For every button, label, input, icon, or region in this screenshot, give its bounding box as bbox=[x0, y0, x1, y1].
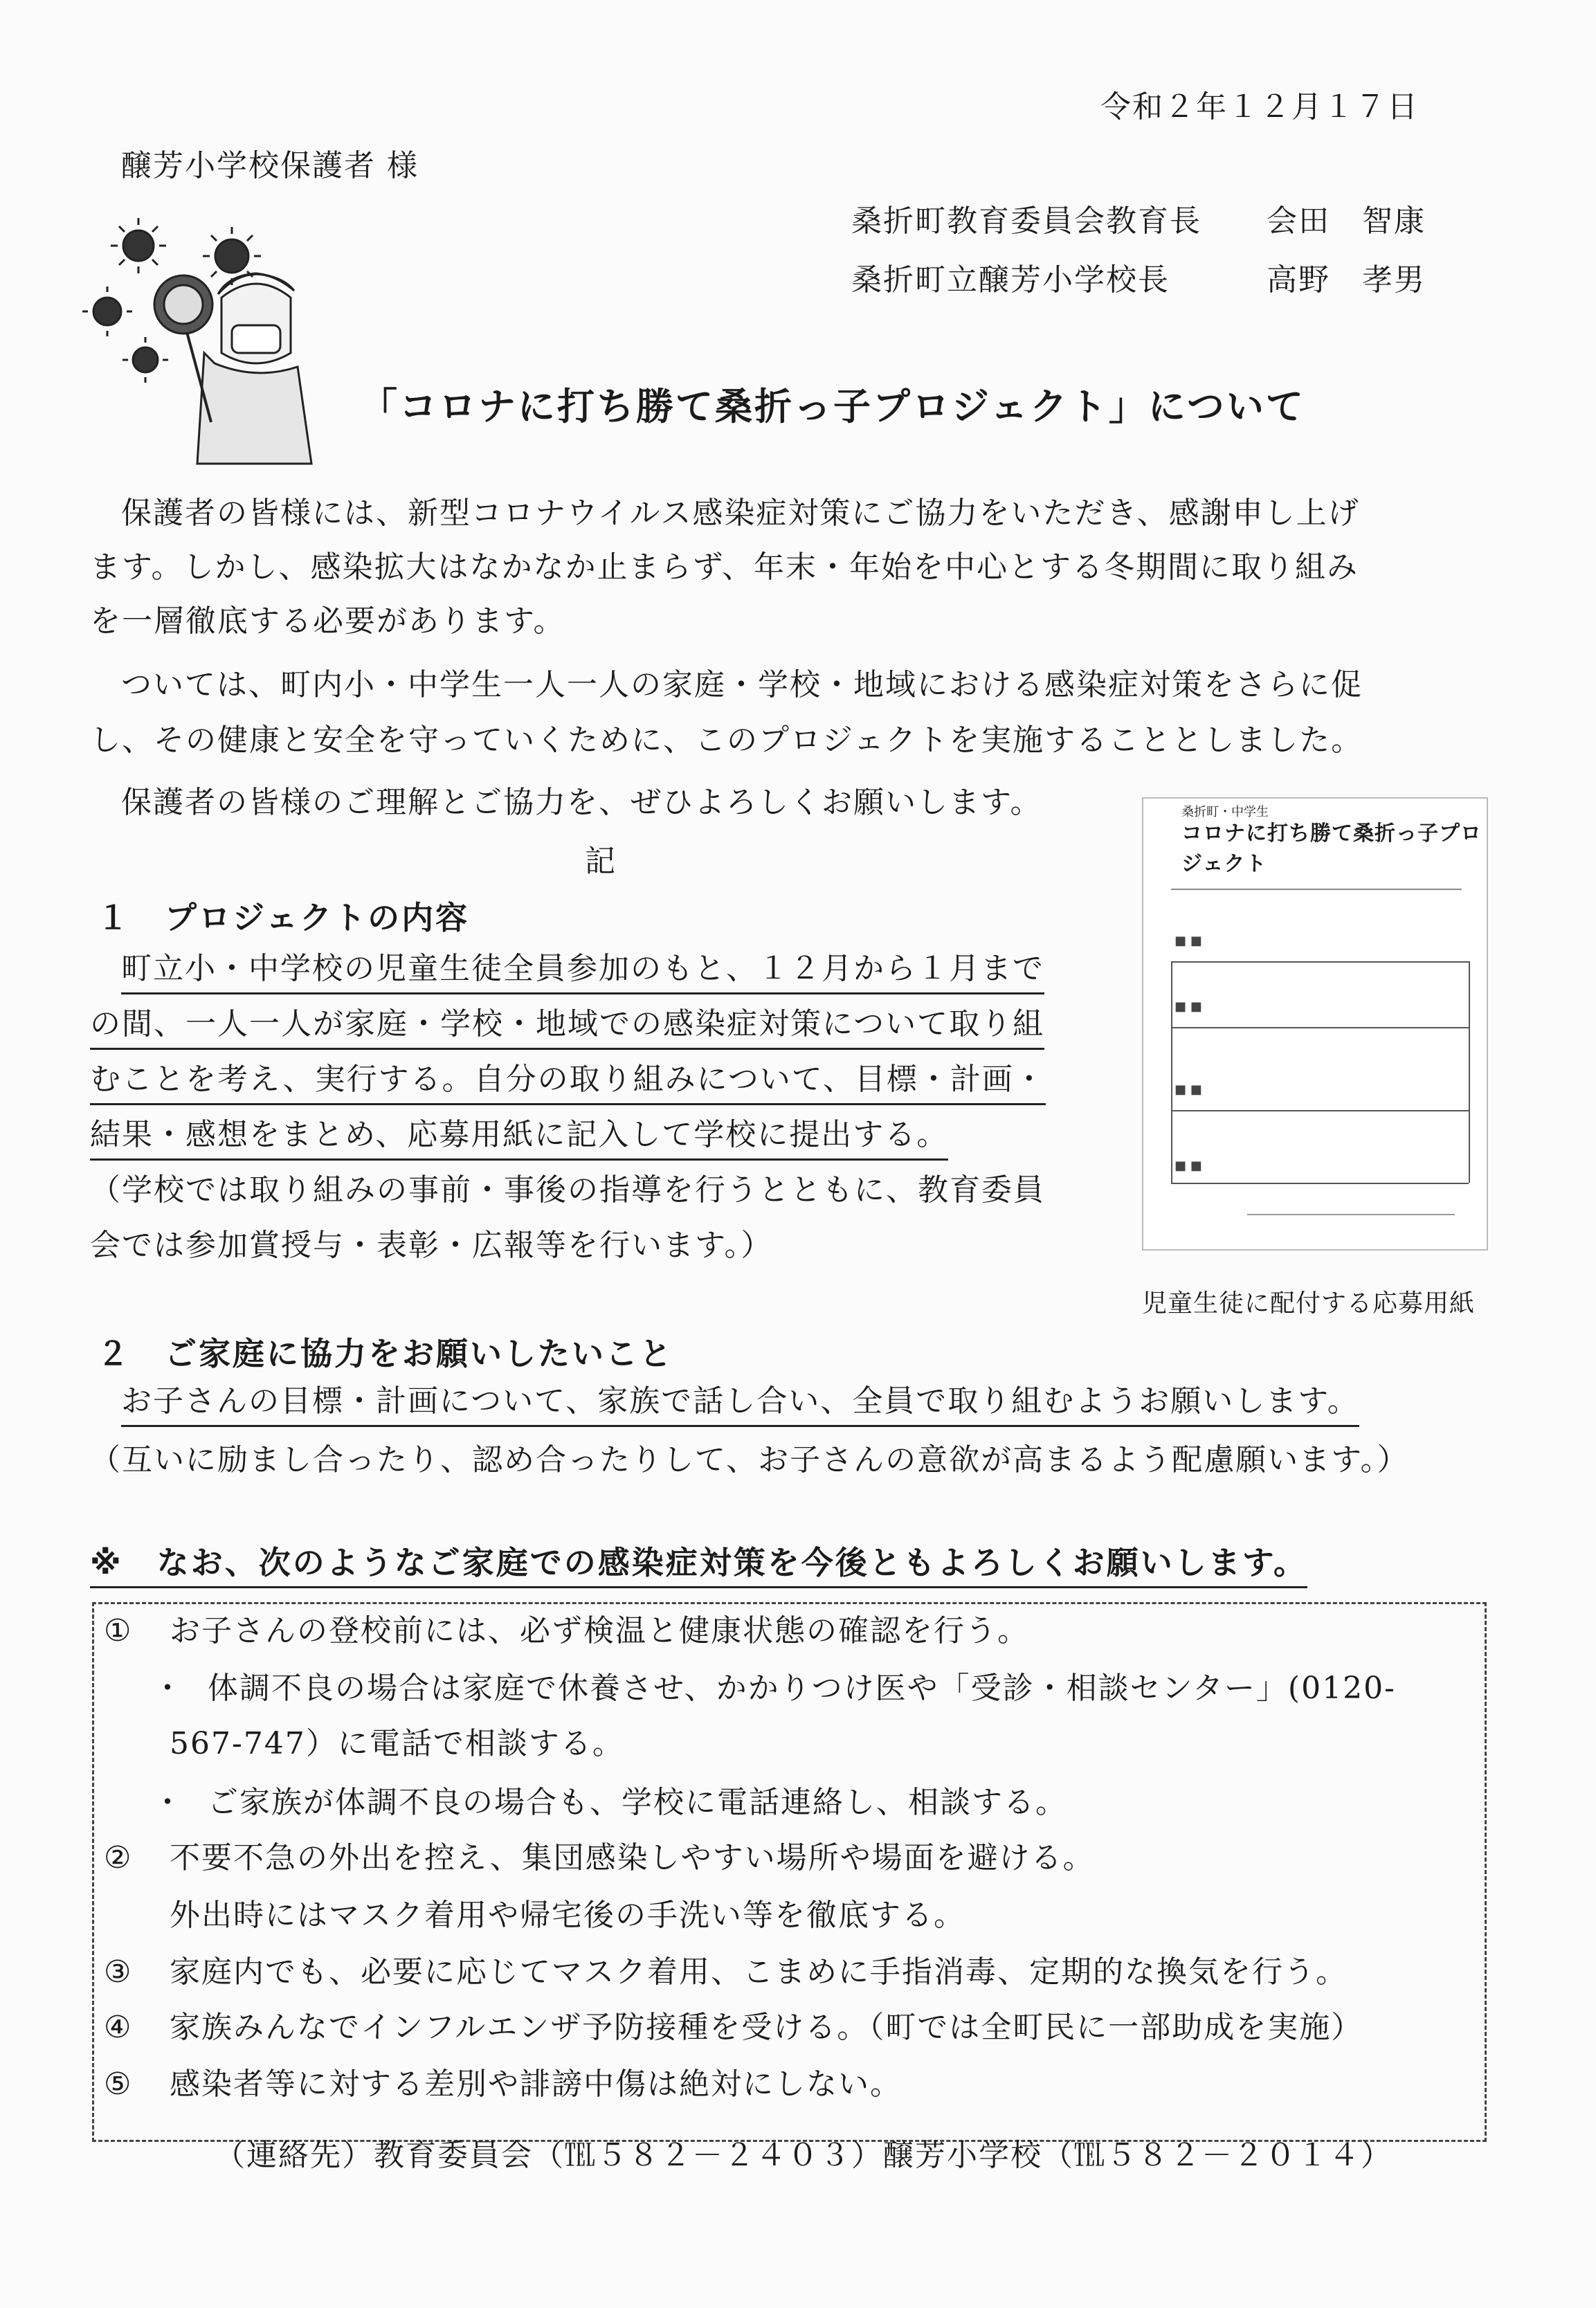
child-fighting-virus-illustration bbox=[76, 215, 325, 471]
intro-line: し、その健康と安全を守っていくために、このプロジェクトを実施することとしました。 bbox=[90, 723, 1363, 758]
application-form-image: 桑折町・中学生 コロナに打ち勝て桑折っ子プロジェクト ■ ■ ■ ■ ■ ■ ■ ■ bbox=[1142, 797, 1488, 1251]
section1-heading: １ プロジェクトの内容 bbox=[97, 899, 470, 936]
measure-number: ② bbox=[104, 1840, 133, 1875]
measure-bullet: ・ bbox=[152, 1671, 184, 1706]
ki-mark: 記 bbox=[585, 844, 617, 879]
measure-item: 家族みんなでインフルエンザ予防接種を受ける。（町では全町民に一部助成を実施） bbox=[170, 2010, 1363, 2045]
intro-line: 保護者の皆様には、新型コロナウイルス感染症対策にご協力をいただき、感謝申し上げ bbox=[121, 496, 1360, 531]
section1-line: 結果・感想をまとめ、応募用紙に記入して学校に提出する。 bbox=[90, 1114, 948, 1161]
section2-line: お子さんの目標・計画について、家族で話し合い、全員で取り組むようお願いします。 bbox=[121, 1381, 1359, 1427]
section1-note: 会では参加賞授与・表彰・広報等を行います。） bbox=[90, 1228, 773, 1263]
measure-item: 感染者等に対する差別や誹謗中傷は絶対にしない。 bbox=[170, 2066, 902, 2102]
section1-line: 町立小・中学校の児童生徒全員参加のもと、１２月から１月まで bbox=[121, 948, 1044, 994]
page-title: 「コロナに打ち勝て桑折っ子プロジェクト」について bbox=[360, 385, 1305, 428]
sender-1-name: 会田 智康 bbox=[1267, 203, 1426, 239]
measure-item: 家庭内でも、必要に応じてマスク着用、こまめに手指消毒、定期的な換気を行う。 bbox=[170, 1954, 1348, 1990]
document-date: 令和２年１２月１７日 bbox=[1100, 89, 1419, 125]
virus-icon bbox=[123, 337, 168, 383]
intro-line: 保護者の皆様のご理解とご協力を、ぜひよろしくお願いします。 bbox=[121, 785, 1042, 820]
sender-1-role: 桑折町教育委員会教育長 bbox=[851, 203, 1201, 239]
measure-item: 体調不良の場合は家庭で休養させ、かかりつけ医や「受診・相談センター」(0120- bbox=[208, 1671, 1396, 1706]
measure-number: ① bbox=[104, 1613, 133, 1648]
measure-item: ご家族が体調不良の場合も、学校に電話連絡し、相談する。 bbox=[208, 1785, 1067, 1820]
section1-line: の間、一人一人が家庭・学校・地域での感染症対策について取り組 bbox=[90, 1003, 1044, 1050]
sender-2-role: 桑折町立醸芳小学校長 bbox=[851, 262, 1170, 298]
measure-item: お子さんの登校前には、必ず検温と健康状態の確認を行う。 bbox=[170, 1613, 1029, 1648]
form-header-small: 桑折町・中学生 bbox=[1181, 805, 1269, 819]
section2-heading: ２ ご家庭に協力をお願いしたいこと bbox=[97, 1335, 673, 1372]
measure-item: 567-747）に電話で相談する。 bbox=[170, 1726, 624, 1761]
form-header-title: コロナに打ち勝て桑折っ子プロジェクト bbox=[1181, 821, 1482, 876]
section1-line: むことを考え、実行する。自分の取り組みについて、目標・計画・ bbox=[90, 1059, 1046, 1105]
measure-number: ⑤ bbox=[104, 2066, 133, 2102]
measure-number: ④ bbox=[104, 2010, 133, 2045]
intro-line: を一層徹底する必要があります。 bbox=[90, 603, 565, 639]
measure-bullet: ・ bbox=[152, 1785, 184, 1820]
intro-line: ます。しかし、感染拡大はなかなか止まらず、年末・年始を中心とする冬期間に取り組み bbox=[90, 549, 1359, 585]
measure-number: ③ bbox=[104, 1954, 133, 1990]
sender-2-name: 高野 孝男 bbox=[1267, 262, 1426, 298]
section2-note: （互いに励まし合ったり、認め合ったりして、お子さんの意欲が高まるよう配慮願います。） bbox=[90, 1442, 1409, 1478]
contact-info: （連絡先）教育委員会（℡５８２－２４０３）醸芳小学校（℡５８２－２０１４） bbox=[215, 2138, 1393, 2173]
form-caption: 児童生徒に配付する応募用紙 bbox=[1142, 1289, 1476, 1318]
section1-note: （学校では取り組みの事前・事後の指導を行うとともに、教育委員 bbox=[90, 1172, 1045, 1208]
measure-item: 外出時にはマスク着用や帰宅後の手洗い等を徹底する。 bbox=[170, 1898, 965, 1933]
virus-icon bbox=[111, 218, 166, 273]
virus-icon bbox=[203, 227, 261, 285]
virus-icon bbox=[82, 287, 132, 336]
measure-item: 不要不急の外出を控え、集団感染しやすい場所や場面を避ける。 bbox=[170, 1840, 1095, 1875]
intro-line: ついては、町内小・中学生一人一人の家庭・学校・地域における感染症対策をさらに促 bbox=[121, 667, 1363, 702]
notice-heading: ※ なお、次のようなご家庭での感染症対策を今後ともよろしくお願いします。 bbox=[90, 1538, 1307, 1588]
addressee: 醸芳小学校保護者 様 bbox=[121, 148, 419, 183]
